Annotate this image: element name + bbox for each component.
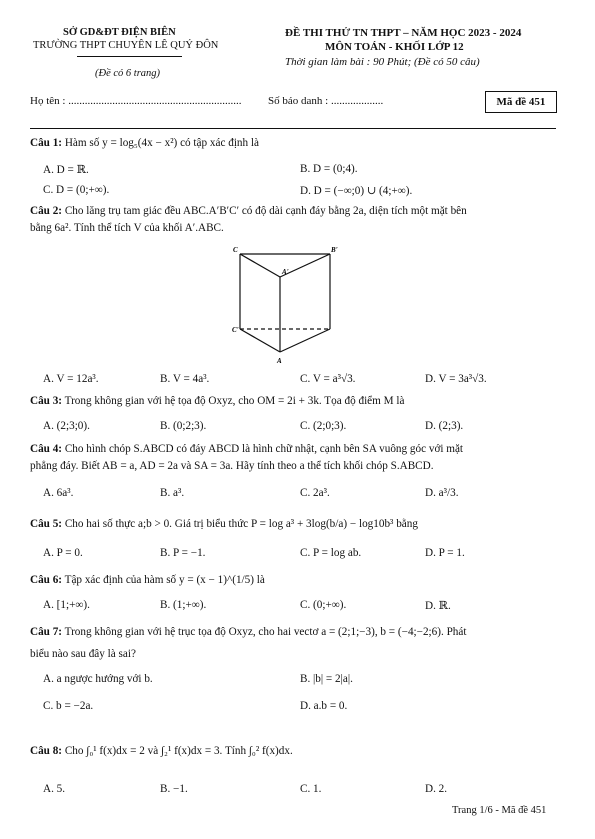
school-name: TRƯỜNG THPT CHUYÊN LÊ QUÝ ĐÔN <box>33 40 219 51</box>
question-text: Trong không gian với hệ tọa độ Oxyz, cho OM = 2i + 3k. Tọa độ điểm M là <box>64 395 405 407</box>
q4-option-d: D. a³/3. <box>425 487 459 499</box>
q5-option-d: D. P = 1. <box>425 547 465 559</box>
exam-title: ĐỀ THI THỬ TN THPT – NĂM HỌC 2023 - 2024 <box>285 27 522 39</box>
q2-option-b: B. V = 4a³. <box>160 373 210 385</box>
q4-option-c: C. 2a³. <box>300 487 330 499</box>
q3-option-d: D. (2;3). <box>425 420 464 432</box>
question-7 <box>30 626 466 638</box>
duration: Thời gian làm bài : 90 Phút; (Đề có 50 câu) <box>285 56 480 68</box>
exam-code-box: Mã đề 451 <box>485 91 557 113</box>
q4-option-a: A. 6a³. <box>43 487 74 499</box>
question-label: Câu 1: <box>30 137 63 149</box>
q3-option-c: C. (2;0;3). <box>300 420 347 432</box>
question-6 <box>30 574 265 586</box>
q1-option-b: B. D = (0;4). <box>300 163 358 175</box>
question-label: Câu 8: <box>30 745 63 757</box>
q8-option-a: A. 5. <box>43 783 66 795</box>
pages-note: (Đề có 6 trang) <box>95 68 161 79</box>
question-label: Câu 4: <box>30 443 63 455</box>
q6-option-a: A. [1;+∞). <box>43 599 90 611</box>
q5-option-b: B. P = −1. <box>160 547 206 559</box>
question-label: Câu 2: <box>30 205 63 217</box>
vertex-label-c: C <box>233 246 238 254</box>
q8-option-c: C. 1. <box>300 783 322 795</box>
question-text: Cho lăng trụ tam giác đều ABC.A′B′C′ có độ dài cạnh đáy bằng 2a, diện tích một mặt bên <box>64 205 467 217</box>
question-text: Tập xác định của hàm số y = (x − 1)^(1/5) là <box>64 574 265 586</box>
question-4 <box>30 443 463 455</box>
q6-option-b: B. (1;+∞). <box>160 599 207 611</box>
header-divider-left <box>77 56 182 57</box>
q2-option-a: A. V = 12a³. <box>43 373 99 385</box>
q8-option-d: D. 2. <box>425 783 448 795</box>
q1-option-a: A. D = ℝ. <box>43 164 89 176</box>
header-separator <box>30 128 556 129</box>
vertex-label-a: A <box>277 357 282 365</box>
question-label: Câu 3: <box>30 395 63 407</box>
vertex-label-c-prime: C' <box>232 326 239 334</box>
vertex-label-a-prime: A' <box>282 268 289 276</box>
q3-option-a: A. (2;3;0). <box>43 420 90 432</box>
question-3 <box>30 395 404 407</box>
question-text: Trong không gian với hệ trục tọa độ Oxyz, cho hai vectơ a = (2;1;−3), b = (−4;−2;6). Phát <box>64 626 467 638</box>
q2-option-d: D. V = 3a³√3. <box>425 373 487 385</box>
q1-option-d: D. D = (−∞;0) ∪ (4;+∞). <box>300 185 413 197</box>
question-text: Cho hình chóp S.ABCD có đáy ABCD là hình chữ nhật, cạnh bên SA vuông góc với mặt <box>64 443 464 455</box>
q2-option-c: C. V = a³√3. <box>300 373 356 385</box>
q1-option-c: C. D = (0;+∞). <box>43 184 110 196</box>
q7-option-a: A. a ngược hướng với b. <box>43 673 153 685</box>
question-4-line-2: phẳng đáy. Biết AB = a, AD = 2a và SA = 3a. Hãy tính theo a thể tích khối chóp S.ABCD. <box>30 460 434 472</box>
question-label: Câu 7: <box>30 626 63 638</box>
q7-option-c: C. b = −2a. <box>43 700 94 712</box>
question-8 <box>30 745 293 757</box>
subject: MÔN TOÁN - KHỐI LỚP 12 <box>325 41 464 53</box>
question-2-line-2: bằng 6a². Tính thể tích V của khối A′.ABC. <box>30 222 224 234</box>
question-label: Câu 5: <box>30 518 63 530</box>
question-text: Cho hai số thực a;b > 0. Giá trị biểu thức P = log a³ + 3log(b/a) − log10b³ bằng <box>64 518 418 530</box>
q6-option-c: C. (0;+∞). <box>300 599 347 611</box>
question-7-line-2: biểu nào sau đây là sai? <box>30 648 136 660</box>
vertex-label-b-prime: B' <box>331 246 338 254</box>
q7-option-d: D. a.b = 0. <box>300 700 348 712</box>
question-1 <box>30 137 259 149</box>
q5-option-a: A. P = 0. <box>43 547 83 559</box>
dept-name: SỞ GD&ĐT ĐIỆN BIÊN <box>63 27 176 38</box>
q3-option-b: B. (0;2;3). <box>160 420 207 432</box>
student-name-field: Họ tên : ............................................................... <box>30 95 242 107</box>
question-5 <box>30 518 418 530</box>
question-2 <box>30 205 467 217</box>
question-text: Hàm số y = log₅(4x − x²) có tập xác định là <box>64 137 259 149</box>
q4-option-b: B. a³. <box>160 487 185 499</box>
page-footer: Trang 1/6 - Mã đề 451 <box>452 805 547 816</box>
q6-option-d: D. ℝ. <box>425 600 451 612</box>
prism-figure <box>230 242 340 367</box>
q8-option-b: B. −1. <box>160 783 188 795</box>
q7-option-b: B. |b| = 2|a|. <box>300 673 353 685</box>
question-text: Cho ∫₀¹ f(x)dx = 2 và ∫₂¹ f(x)dx = 3. Tính ∫₀² f(x)dx. <box>64 745 293 757</box>
q5-option-c: C. P = log ab. <box>300 547 362 559</box>
question-label: Câu 6: <box>30 574 63 586</box>
student-id-field: Số báo danh : ................... <box>268 95 384 107</box>
